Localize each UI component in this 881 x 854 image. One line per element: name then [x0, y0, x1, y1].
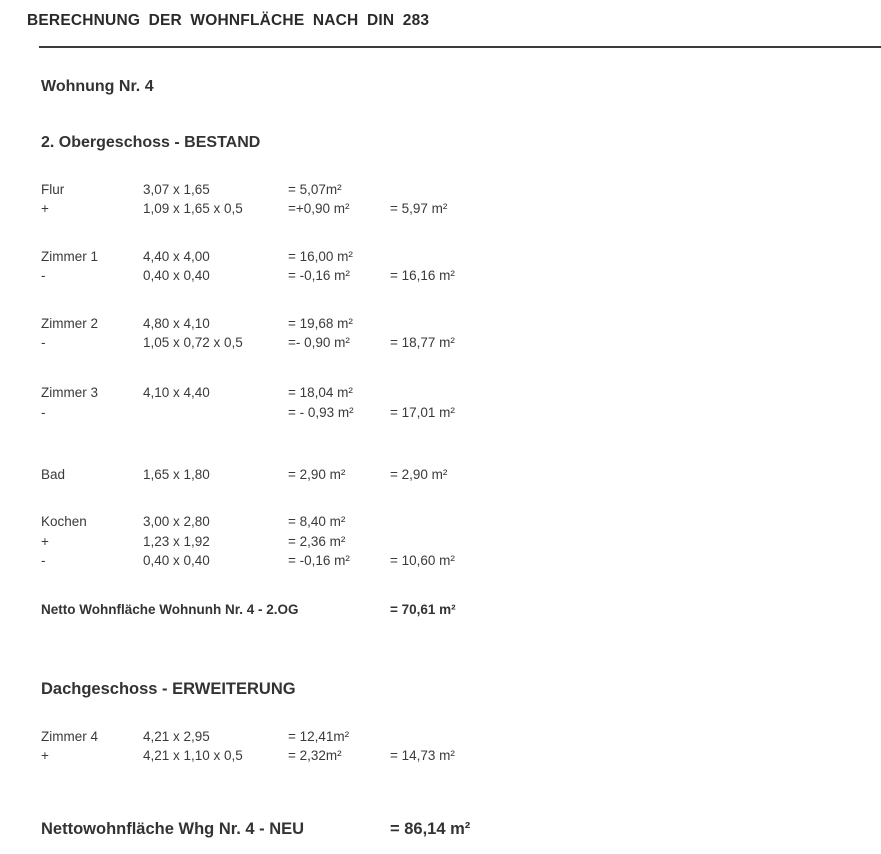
row-label: - — [41, 268, 46, 283]
row-partial: = 2,32m² — [288, 748, 342, 763]
subtotal-label: Netto Wohnfläche Wohnunh Nr. 4 - 2.OG — [41, 602, 299, 617]
calc-row — [0, 514, 881, 532]
apartment-heading: Wohnung Nr. 4 — [41, 78, 154, 95]
row-partial: = 12,41m² — [288, 729, 350, 744]
row-partial: = 5,07m² — [288, 182, 342, 197]
row-dimensions: 3,00 x 2,80 — [143, 514, 210, 529]
row-dimensions: 4,80 x 4,10 — [143, 316, 210, 331]
grand-total-value: = 86,14 m² — [390, 820, 471, 838]
row-label: - — [41, 553, 46, 568]
row-label: Zimmer 4 — [41, 729, 98, 744]
calc-row — [0, 335, 881, 353]
calc-row — [0, 316, 881, 334]
row-total: = 17,01 m² — [390, 405, 455, 420]
title-divider — [39, 46, 881, 48]
row-total: = 16,16 m² — [390, 268, 455, 283]
row-partial: = 2,36 m² — [288, 534, 346, 549]
calc-row — [0, 467, 881, 485]
row-label: + — [41, 748, 49, 763]
section-heading-og: 2. Obergeschoss - BESTAND — [41, 134, 261, 151]
calc-row — [0, 182, 881, 200]
section-heading-dg: Dachgeschoss - ERWEITERUNG — [41, 680, 296, 698]
row-partial: = -0,16 m² — [288, 553, 350, 568]
row-dimensions: 4,21 x 2,95 — [143, 729, 210, 744]
row-partial: =+0,90 m² — [288, 201, 350, 216]
row-partial: = 19,68 m² — [288, 316, 353, 331]
subtotal-row — [0, 602, 881, 620]
row-partial: = 2,90 m² — [288, 467, 346, 482]
row-label: Zimmer 2 — [41, 316, 98, 331]
row-partial: = - 0,93 m² — [288, 405, 354, 420]
row-dimensions: 1,09 x 1,65 x 0,5 — [143, 201, 243, 216]
row-label: + — [41, 534, 49, 549]
calc-row — [0, 201, 881, 219]
calc-row — [0, 249, 881, 267]
row-label: Zimmer 1 — [41, 249, 98, 264]
row-partial: = 16,00 m² — [288, 249, 353, 264]
row-label: Zimmer 3 — [41, 385, 98, 400]
row-total: = 14,73 m² — [390, 748, 455, 763]
row-dimensions: 3,07 x 1,65 — [143, 182, 210, 197]
row-label: Flur — [41, 182, 65, 197]
document-title: BERECHNUNG DER WOHNFLÄCHE NACH DIN 283 — [27, 12, 430, 29]
row-partial: = -0,16 m² — [288, 268, 350, 283]
subtotal-value: = 70,61 m² — [390, 602, 456, 617]
row-dimensions: 4,21 x 1,10 x 0,5 — [143, 748, 243, 763]
row-total: = 10,60 m² — [390, 553, 455, 568]
row-dimensions: 1,05 x 0,72 x 0,5 — [143, 335, 243, 350]
calc-row — [0, 553, 881, 571]
row-partial: = 18,04 m² — [288, 385, 353, 400]
row-partial: = 8,40 m² — [288, 514, 346, 529]
calc-row — [0, 268, 881, 286]
row-label: + — [41, 201, 49, 216]
grand-total-label: Nettowohnfläche Whg Nr. 4 - NEU — [41, 820, 305, 838]
calc-row — [0, 385, 881, 403]
row-dimensions: 1,23 x 1,92 — [143, 534, 210, 549]
row-dimensions: 0,40 x 0,40 — [143, 553, 210, 568]
calc-row — [0, 534, 881, 552]
row-dimensions: 1,65 x 1,80 — [143, 467, 210, 482]
calc-row — [0, 748, 881, 766]
row-partial: =- 0,90 m² — [288, 335, 350, 350]
row-label: Kochen — [41, 514, 87, 529]
row-label: - — [41, 335, 46, 350]
row-total: = 2,90 m² — [390, 467, 448, 482]
row-dimensions: 0,40 x 0,40 — [143, 268, 210, 283]
row-total: = 18,77 m² — [390, 335, 455, 350]
calc-row — [0, 729, 881, 747]
row-dimensions: 4,40 x 4,00 — [143, 249, 210, 264]
grand-total-row — [0, 820, 881, 842]
calc-row — [0, 405, 881, 423]
row-label: - — [41, 405, 46, 420]
row-total: = 5,97 m² — [390, 201, 448, 216]
row-label: Bad — [41, 467, 66, 482]
row-dimensions: 4,10 x 4,40 — [143, 385, 210, 400]
